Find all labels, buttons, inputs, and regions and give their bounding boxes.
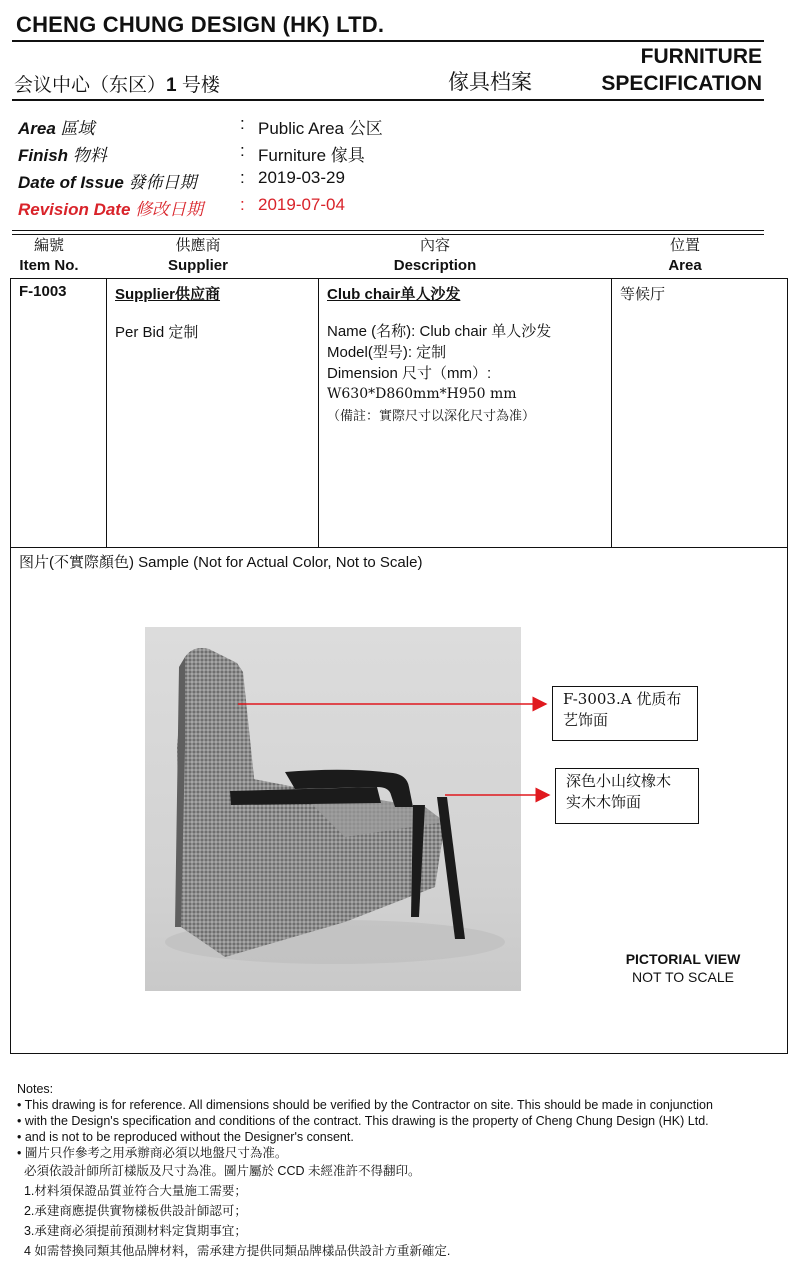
description-heading: Club chair单人沙发 [327, 286, 461, 303]
note-line: 3.承建商必須提前預測材料定貨期事宜； [17, 1224, 247, 1238]
column-supplier: 供應商 Supplier [167, 237, 228, 274]
note-line: 必須依設計師所訂樣版及尺寸為准。圖片屬於 CCD 未經准許不得翻印。 [17, 1164, 421, 1178]
pictorial-view-label: PICTORIAL VIEW NOT TO SCALE [625, 951, 741, 985]
sample-label: 图片(不實際顏色) Sample (Not for Actual Color, Not to Scale) [19, 554, 423, 571]
note-line: • This drawing is for reference. All dimensions should be verified by the Contractor on site. This should be made in conjunction [17, 1098, 713, 1112]
description-details: Name (名称): Club chair 单人沙发 Model(型号): 定制 Dimension 尺寸（mm）: W630*D860mm*H950 mm （備註：實際尺寸以深化尺寸為准） [327, 323, 552, 423]
note-line: • with the Design's specification and conditions of the contract. This drawing is the property of Cheng Chung Design (HK) Ltd. [17, 1114, 709, 1128]
notes-section [17, 1081, 713, 1259]
company-name: CHENG CHUNG DESIGN (HK) LTD. [16, 12, 385, 37]
supplier-heading: Supplier供应商 [115, 286, 221, 303]
note-line: • 圖片只作參考之用承辦商必須以地盤尺寸為准。 [17, 1146, 288, 1160]
notes-title: Notes: [17, 1082, 54, 1096]
callout-fabric: F-3003.A 优质布 艺饰面 [552, 686, 698, 741]
supplier-value: Per Bid 定制 [115, 324, 199, 341]
area-value: 等候厅 [620, 286, 666, 303]
note-line: 1.材料須保證品質並符合大量施工需要； [17, 1184, 247, 1198]
column-description: 內容 Description [393, 237, 477, 274]
column-item-no: 編號 Item No. [19, 237, 79, 274]
spec-title: FURNITURE SPECIFICATION [601, 45, 762, 95]
project-name: 会议中心（东区）1 号楼 [14, 75, 220, 96]
note-line: 2.承建商應提供實物樣板供設計師認可； [17, 1204, 247, 1218]
callout-wood: 深色小山纹橡木 实木木饰面 [555, 768, 699, 824]
note-line: 4 如需替換同類其他品牌材料，需承建方提供同類品牌樣品供設計方重新確定. [17, 1244, 451, 1258]
note-line: • and is not to be reproduced without the Designer's consent. [17, 1130, 354, 1144]
column-area: 位置 Area [668, 237, 702, 274]
item-number: F-1003 [19, 283, 67, 300]
document-type: 傢具档案 [448, 70, 532, 94]
